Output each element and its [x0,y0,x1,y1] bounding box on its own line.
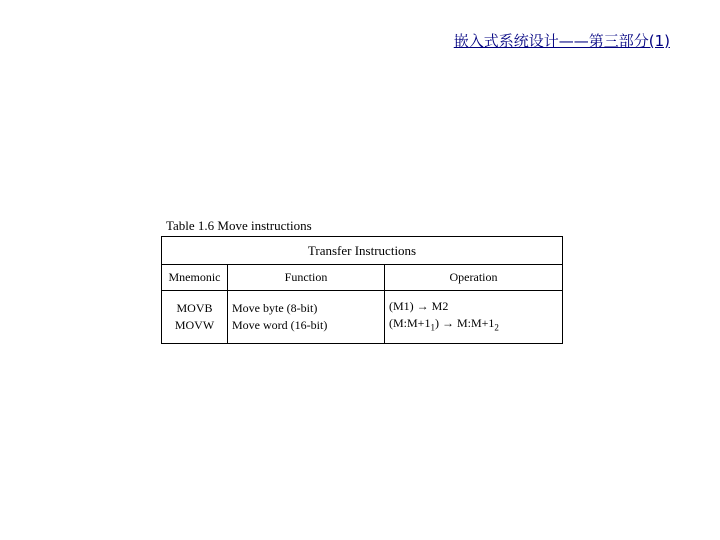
table-title-row [162,237,563,265]
column-header-function: Function [228,265,385,291]
arrow-icon: → [416,298,429,313]
operation-movw-source: (M:M+1 [389,315,431,330]
operation-movb-source: (M1) [389,298,414,313]
operation-movw-source-end: ) [434,315,439,330]
column-header-mnemonic: Mnemonic [162,265,228,291]
mnemonic-cell [162,291,228,344]
operation-movw-dest-sub: 2 [494,322,499,333]
table-header-row [162,265,563,291]
operation-movw-dest: M:M+1 [456,315,495,330]
move-instructions-table [161,236,563,344]
column-header-operation: Operation [385,265,563,291]
table-title: Transfer Instructions [162,237,563,265]
table-body-row [162,291,563,344]
function-cell [228,291,385,344]
arrow-icon: → [441,315,454,330]
operation-movw-source-sub: 1 [430,322,435,333]
mnemonic-movw: MOVW [174,318,215,332]
function-movb: Move byte (8-bit) [232,301,318,315]
operation-movb-dest: M2 [431,298,449,313]
header-title-link[interactable]: 嵌入式系统设计——第三部分(1) [453,32,670,50]
operation-movw [389,315,558,336]
table-caption: Table 1.6 Move instructions [166,218,312,233]
operation-cell [385,291,563,344]
function-movw: Move word (16-bit) [232,318,328,332]
mnemonic-movb: MOVB [176,301,213,315]
operation-movb [389,298,558,315]
